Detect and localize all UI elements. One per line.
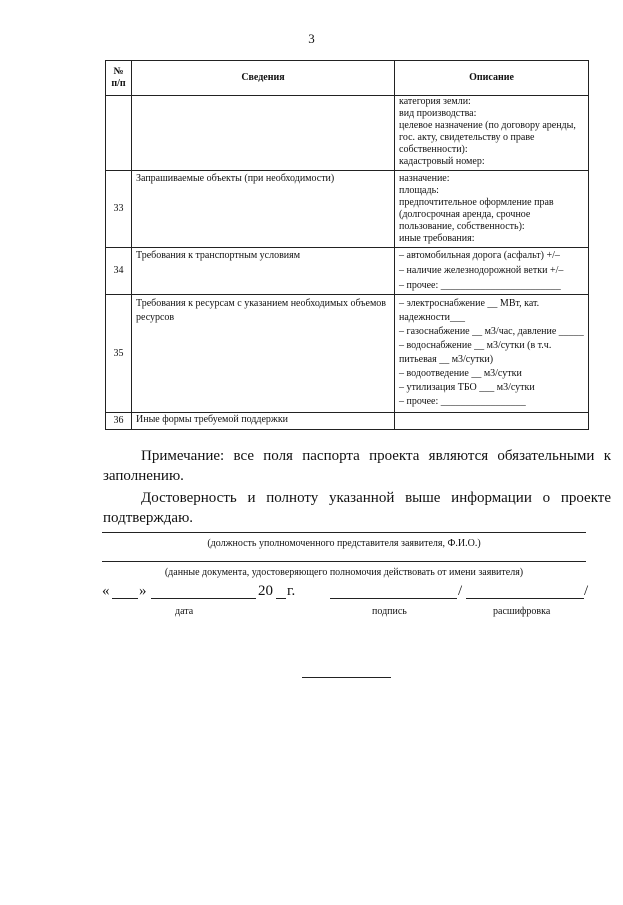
row-desc	[395, 248, 589, 295]
note-paragraph: Примечание: все поля паспорта проекта являются обязательными к заполнению.	[103, 448, 611, 484]
position-fio-caption: (должность уполномоченного представителя заявителя, Ф.И.О.)	[207, 538, 481, 549]
confirm-paragraph: Достоверность и полноту указанной выше информации о проекте подтверждаю.	[103, 490, 611, 526]
date-caption: дата	[175, 606, 194, 617]
year-suffix: г.	[287, 583, 296, 599]
row-info	[132, 295, 395, 413]
end-divider	[302, 677, 391, 678]
header-desc: Описание	[395, 61, 589, 96]
row-desc	[395, 413, 589, 430]
year-blank	[276, 584, 286, 599]
document-caption: (данные документа, удостоверяющего полномочия действовать от имени заявителя)	[164, 567, 524, 578]
quote-close: »	[139, 583, 147, 599]
desc-line: категория земли:	[399, 96, 471, 107]
document-line	[102, 561, 586, 562]
desc-line: предпочтительное оформление прав (долгосрочная аренда, срочное пользование, собственность):	[399, 197, 554, 232]
table-row	[106, 96, 589, 171]
row-info: Запрашиваемые объекты (при необходимости)	[132, 171, 395, 248]
row-desc	[395, 96, 589, 171]
day-blank	[112, 584, 138, 599]
row-desc	[395, 295, 589, 413]
row-info: Иные формы требуемой поддержки	[132, 413, 395, 430]
header-num: № п/п	[106, 61, 132, 96]
table-row	[106, 295, 589, 413]
position-fio-line	[102, 532, 586, 533]
page-number: 3	[308, 31, 315, 46]
decode-caption: расшифровка	[493, 606, 551, 617]
row-info-text: Требования к ресурсам с указанием необходимых объемов ресурсов	[136, 298, 387, 323]
desc-line: – газоснабжение __ м3/час, давление _____	[399, 326, 584, 337]
decode-blank	[466, 584, 584, 599]
row-num: 36	[106, 413, 132, 430]
desc-line: – наличие железнодорожной ветки +/–	[399, 265, 564, 276]
month-blank	[151, 584, 256, 599]
signature-blank	[330, 584, 457, 599]
year-prefix: 20	[258, 583, 273, 599]
desc-line: – водоснабжение __ м3/сутки (в т.ч. питьевая __ м3/сутки)	[399, 340, 552, 365]
table-row	[106, 248, 589, 295]
desc-line: целевое назначение (по договору аренды, гос. акту, свидетельству о праве собственности):	[399, 120, 576, 155]
row-num: 33	[106, 171, 132, 248]
desc-line: назначение:	[399, 173, 450, 184]
row-info	[132, 96, 395, 171]
desc-line: – автомобильная дорога (асфальт) +/–	[399, 250, 560, 261]
desc-line: – электроснабжение __ МВт, кат. надежности___	[399, 298, 540, 323]
row-info: Требования к транспортным условиям	[132, 248, 395, 295]
desc-line: кадастровый номер:	[399, 156, 485, 167]
table-header-row	[106, 61, 589, 96]
desc-line: площадь:	[399, 185, 439, 196]
desc-line: – водоотведение __ м3/сутки	[399, 368, 522, 379]
table-row	[106, 413, 589, 430]
passport-table	[105, 60, 589, 430]
desc-line: – прочее: ________________________	[399, 280, 561, 291]
desc-line: вид производства:	[399, 108, 477, 119]
desc-line: – утилизация ТБО ___ м3/сутки	[399, 382, 535, 393]
row-num: 34	[106, 248, 132, 295]
desc-line: – прочее: _________________	[399, 396, 526, 407]
note-block	[103, 446, 611, 528]
header-info: Сведения	[132, 61, 395, 96]
slash-1: /	[458, 583, 463, 599]
row-num: 35	[106, 295, 132, 413]
desc-line: иные требования:	[399, 233, 475, 244]
row-num	[106, 96, 132, 171]
slash-2: /	[584, 583, 589, 599]
row-desc	[395, 171, 589, 248]
quote-open: «	[102, 583, 110, 599]
table-row	[106, 171, 589, 248]
sign-caption: подпись	[372, 606, 407, 617]
